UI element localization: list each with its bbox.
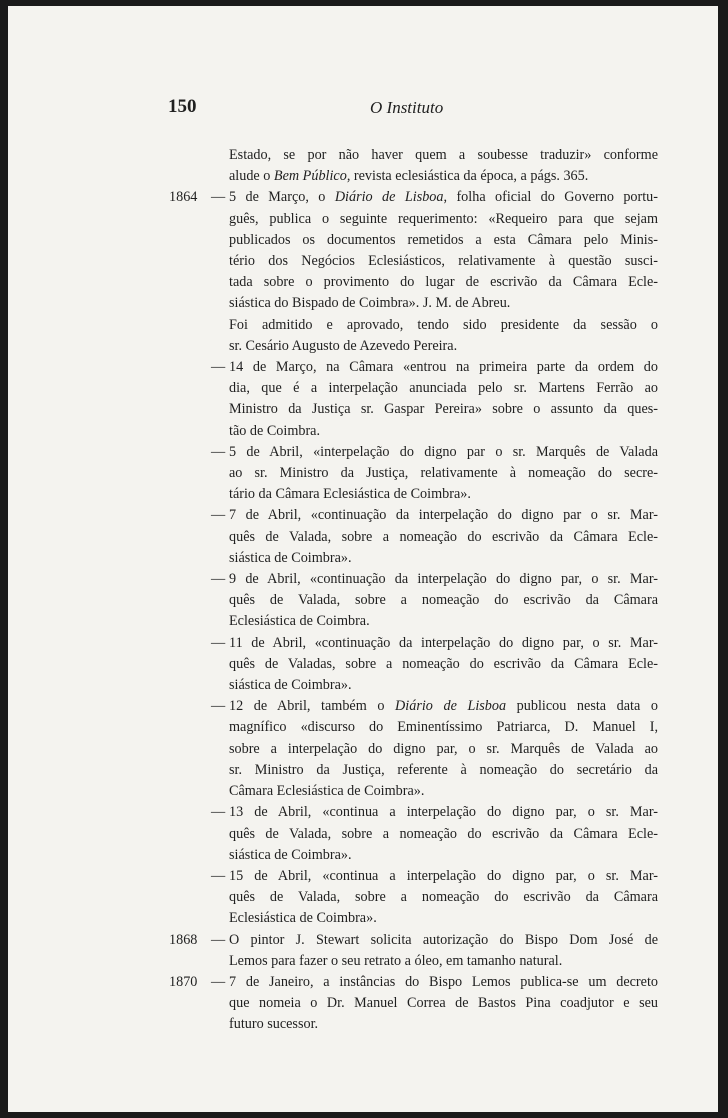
- text-line: quês de Valadas, sobre a nomeação do escrivão da Câmara Ecle-: [229, 655, 658, 672]
- chronology-entry: [8, 145, 718, 187]
- text-line: 7 de Janeiro, a instâncias do Bispo Lemos publica-se um decreto: [229, 973, 658, 990]
- chronology-entry: [8, 633, 718, 697]
- text-line: que nomeia o Dr. Manuel Correa de Bastos Pina coadjutor e seu: [229, 995, 658, 1012]
- text-line: dia, que é a interpelação anunciada pelo sr. Martens Ferrão ao: [229, 380, 658, 397]
- entry-dash: —: [211, 867, 226, 884]
- entry-year: 1870: [169, 973, 198, 990]
- text-line: 12 de Abril, também o Diário de Lisboa publicou nesta data o: [229, 698, 658, 715]
- text-line: siástica de Coimbra».: [229, 846, 352, 863]
- text-line: alude o Bem Público, revista eclesiástica da época, a págs. 365.: [229, 168, 589, 185]
- chronology-entry: [8, 930, 718, 972]
- chronology-entry: [8, 866, 718, 930]
- text-line: siástica do Bispado de Coimbra». J. M. de Abreu.: [229, 295, 511, 312]
- text-line: 13 de Abril, «continua a interpelação do digno par, o sr. Mar-: [229, 804, 658, 821]
- text-line: publicados os documentos remetidos a esta Câmara pelo Minis-: [229, 231, 658, 248]
- entry-dash: —: [211, 931, 226, 948]
- chronology-entry: [8, 569, 718, 633]
- chronology-entry: [8, 505, 718, 569]
- text-line: futuro sucessor.: [229, 1016, 319, 1033]
- text-line: Eclesiástica de Coimbra.: [229, 613, 370, 630]
- entry-dash: —: [211, 634, 226, 651]
- text-line: sr. Ministro da Justiça, referente à nomeação do secretário da: [229, 761, 658, 778]
- entry-dash: —: [211, 359, 226, 376]
- entry-dash: —: [211, 443, 226, 460]
- text-line: Ministro da Justiça sr. Gaspar Pereira» sobre o assunto da ques-: [229, 401, 658, 418]
- text-line: Estado, se por não haver quem a soubesse traduzir» conforme: [229, 147, 658, 163]
- text-line: Lemos para fazer o seu retrato a óleo, em tamanho natural.: [229, 952, 563, 969]
- chronology-entry: [8, 442, 718, 506]
- entry-year: 1864: [169, 189, 198, 206]
- text-line: sobre a interpelação do digno par, o sr. Marquês de Valada ao: [229, 740, 658, 757]
- text-line: tão de Coimbra.: [229, 422, 321, 439]
- page-header: [8, 96, 718, 122]
- text-line: tário da Câmara Eclesiástica de Coimbra».: [229, 486, 471, 503]
- document-page: [8, 6, 718, 1112]
- entry-dash: —: [211, 507, 226, 524]
- chronology-entry: [8, 802, 718, 866]
- text-line: 5 de Março, o Diário de Lisboa, folha oficial do Governo portu-: [229, 189, 658, 206]
- entry-dash: —: [211, 973, 226, 990]
- running-title: O Instituto: [370, 98, 444, 117]
- chronology-entry: [8, 357, 718, 442]
- text-line: quês de Valada, sobre a nomeação do escrivão da Câmara: [229, 889, 658, 906]
- text-line: ao sr. Ministro da Justiça, relativamente à nomeação do secre-: [229, 465, 658, 482]
- text-line: tério dos Negócios Eclesiásticos, relativamente à questão susci-: [229, 253, 658, 270]
- text-line: 14 de Março, na Câmara «entrou na primeira parte da ordem do: [229, 359, 658, 376]
- text-line: 11 de Abril, «continuação da interpelação do digno par, o sr. Mar-: [229, 634, 658, 651]
- entry-year: 1868: [169, 931, 198, 948]
- chronology-entry: [8, 315, 718, 357]
- text-line: tada sobre o provimento do lugar de escrivão da Câmara Ecle-: [229, 274, 658, 291]
- text-line: 9 de Abril, «continuação da interpelação do digno par, o sr. Mar-: [229, 571, 658, 588]
- body-text: [8, 145, 718, 1036]
- entry-dash: —: [211, 571, 226, 588]
- text-line: guês, publica o seguinte requerimento: «Requeiro para que sejam: [229, 210, 658, 227]
- text-line: Eclesiástica de Coimbra».: [229, 910, 377, 927]
- text-line: magnífico «discurso do Eminentíssimo Patriarca, D. Manuel I,: [229, 719, 658, 736]
- text-line: quês de Valada, sobre a nomeação do escrivão da Câmara Ecle-: [229, 825, 658, 842]
- text-line: O pintor J. Stewart solicita autorização do Bispo Dom José de: [229, 931, 658, 948]
- text-line: quês de Valada, sobre a nomeação do escrivão da Câmara Ecle-: [229, 528, 658, 545]
- page-number: 150: [168, 96, 197, 117]
- text-line: 15 de Abril, «continua a interpelação do digno par, o sr. Mar-: [229, 867, 658, 884]
- chronology-entry: [8, 972, 718, 1036]
- text-line: sr. Cesário Augusto de Azevedo Pereira.: [229, 337, 458, 354]
- text-line: siástica de Coimbra».: [229, 549, 352, 566]
- entry-dash: —: [211, 804, 226, 821]
- text-line: siástica de Coimbra».: [229, 677, 352, 694]
- chronology-entry: [8, 187, 718, 314]
- entry-dash: —: [211, 189, 226, 206]
- text-line: 7 de Abril, «continuação da interpelação do digno par o sr. Mar-: [229, 507, 658, 524]
- text-line: quês de Valada, sobre a nomeação do escrivão da Câmara: [229, 592, 658, 609]
- text-line: Câmara Eclesiástica de Coimbra».: [229, 783, 425, 800]
- text-line: 5 de Abril, «interpelação do digno par o sr. Marquês de Valada: [229, 443, 658, 460]
- entry-dash: —: [211, 698, 226, 715]
- chronology-entry: [8, 696, 718, 802]
- text-line: Foi admitido e aprovado, tendo sido presidente da sessão o: [229, 316, 658, 333]
